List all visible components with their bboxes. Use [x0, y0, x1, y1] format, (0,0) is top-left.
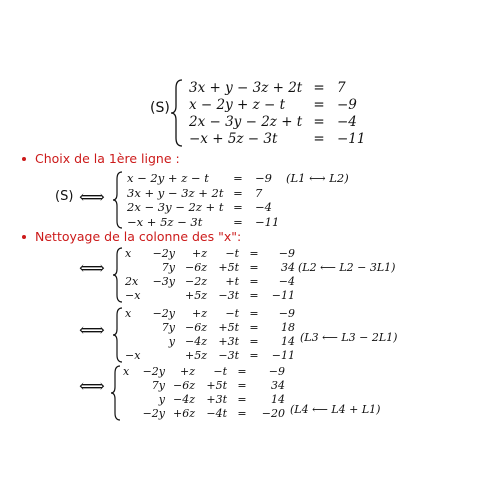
equation-rhs: −11	[255, 214, 280, 229]
equation-term: −4z	[172, 393, 195, 406]
equation-lhs: 3x + y − 3z + 2t	[127, 185, 224, 200]
main-system	[186, 80, 374, 148]
equation-term: −3t	[218, 349, 239, 362]
equation-term	[122, 321, 146, 335]
equation-rhs: −9	[255, 171, 272, 185]
equation-term	[120, 379, 138, 393]
equation-rhs: −11	[337, 131, 366, 147]
equation-term: 34	[281, 261, 295, 274]
equation-term: y	[158, 393, 165, 406]
equation-term: −x	[125, 349, 141, 362]
equation-term: −2y	[152, 247, 175, 260]
equation-term	[120, 407, 138, 421]
equation-eq: =	[233, 171, 243, 185]
equation-term: +t	[225, 275, 239, 288]
equation-term: =	[237, 393, 247, 406]
equation-term: −t	[225, 247, 239, 260]
equation-term: =	[237, 407, 247, 420]
equation-term: +5t	[206, 379, 227, 392]
equation-term: −6z	[172, 379, 195, 392]
equation-term: 14	[271, 393, 285, 406]
equation-term: =	[249, 247, 259, 260]
equation-term	[122, 261, 146, 275]
bullet-choix-ligne	[22, 151, 180, 167]
row-operation-annotation: (L2 ⟵ L2 − 3L1)	[298, 261, 396, 274]
equation-term: y	[168, 335, 175, 348]
equation-term: −9	[268, 365, 285, 378]
equation-term: −x	[125, 289, 141, 302]
equation-term: +5t	[218, 261, 239, 274]
equation-term: 7y	[161, 321, 175, 334]
equation-term: =	[249, 261, 259, 274]
left-brace	[170, 78, 184, 148]
equation-term: −3y	[152, 275, 175, 288]
equation-eq: =	[313, 97, 325, 113]
equation-rhs: 7	[337, 80, 346, 96]
equation-term: −4	[278, 275, 295, 288]
equation-lhs: x − 2y + z − t	[189, 97, 286, 113]
equation-lhs: 2x − 3y − 2z + t	[189, 114, 303, 130]
equation-term: =	[237, 379, 247, 392]
equation-term: +z	[191, 307, 207, 320]
system-2	[122, 247, 298, 303]
equation-term: +5t	[218, 321, 239, 334]
equation-term: −2y	[142, 407, 165, 420]
equation-rhs: −4	[337, 114, 357, 130]
equation-term: 34	[271, 379, 285, 392]
equation-term: 2x	[125, 275, 139, 288]
equation-term	[146, 349, 178, 363]
equation-lhs: −x + 5z − 3t	[127, 214, 203, 229]
equation-term: −11	[271, 289, 295, 302]
equation-term: −9	[278, 247, 295, 260]
system-label: (S)	[150, 100, 170, 116]
equation-term: +z	[191, 247, 207, 260]
system-1	[124, 171, 286, 229]
bullet-nettoyage	[22, 229, 241, 245]
equation-term: −t	[213, 365, 227, 378]
equivalence-arrow: ⟺	[79, 320, 105, 341]
equivalence-arrow: ⟺	[79, 187, 105, 208]
equation-term: =	[249, 335, 259, 348]
equation-term: x	[123, 365, 130, 378]
equation-term: 18	[281, 321, 295, 334]
equation-term: 7y	[151, 379, 165, 392]
equation-term: =	[237, 365, 247, 378]
equation-eq: =	[313, 131, 325, 147]
equation-eq: =	[233, 214, 243, 229]
equation-term: −11	[271, 349, 295, 362]
row-operation-annotation: (L4 ⟵ L4 + L1)	[290, 403, 381, 416]
equation-term: −4t	[206, 407, 227, 420]
equation-rhs: −4	[255, 200, 272, 214]
equation-term: x	[125, 247, 132, 260]
equation-eq: =	[233, 200, 243, 214]
row-operation-annotation: (L3 ⟵ L3 − 2L1)	[300, 331, 398, 344]
equation-term: −2y	[142, 365, 165, 378]
bullet-dot	[22, 235, 26, 239]
equation-rhs: 7	[255, 185, 263, 200]
system-4	[120, 365, 288, 421]
equation-term: +3t	[218, 335, 239, 348]
equation-term: +3t	[206, 393, 227, 406]
equation-eq: =	[313, 114, 325, 130]
equation-lhs: 2x − 3y − 2z + t	[127, 200, 224, 214]
bullet-text: Nettoyage de la colonne des "x":	[35, 229, 242, 244]
equation-term	[120, 393, 138, 407]
equation-term: −2z	[184, 275, 207, 288]
equation-term	[122, 335, 146, 349]
equation-term: +5z	[184, 289, 207, 302]
system-label: (S)	[55, 189, 74, 204]
equation-term: +z	[179, 365, 195, 378]
equation-term: =	[249, 321, 259, 334]
equation-term: =	[249, 289, 259, 302]
equation-term: −t	[225, 307, 239, 320]
equivalence-arrow: ⟺	[79, 376, 105, 397]
equation-term: −2y	[152, 307, 175, 320]
equation-term: 7y	[161, 261, 175, 274]
equation-term: +5z	[184, 349, 207, 362]
equation-term: +6z	[172, 407, 195, 420]
system-3	[122, 307, 298, 363]
equation-lhs: x − 2y + z − t	[127, 171, 209, 185]
left-brace	[112, 170, 124, 230]
equation-eq: =	[233, 185, 243, 200]
row-operation-annotation: (L1 ⟷ L2)	[286, 171, 349, 185]
equation-term: −6z	[184, 321, 207, 334]
equation-term: =	[249, 275, 259, 288]
equation-term: −20	[261, 407, 285, 420]
equation-term: −3t	[218, 289, 239, 302]
equation-term: −9	[278, 307, 295, 320]
equation-eq: =	[313, 80, 325, 96]
equation-term: x	[125, 307, 132, 320]
equation-term: −6z	[184, 261, 207, 274]
bullet-dot	[22, 157, 26, 161]
equation-lhs: −x + 5z − 3t	[189, 131, 278, 147]
equation-lhs: 3x + y − 3z + 2t	[189, 80, 303, 96]
equation-term: =	[249, 307, 259, 320]
equation-term: =	[249, 349, 259, 362]
bullet-text: Choix de la 1ère ligne :	[35, 151, 180, 166]
equivalence-arrow: ⟺	[79, 258, 105, 279]
equation-term	[146, 289, 178, 303]
equation-rhs: −9	[337, 97, 357, 113]
equation-term: 14	[281, 335, 295, 348]
equation-term: −4z	[184, 335, 207, 348]
